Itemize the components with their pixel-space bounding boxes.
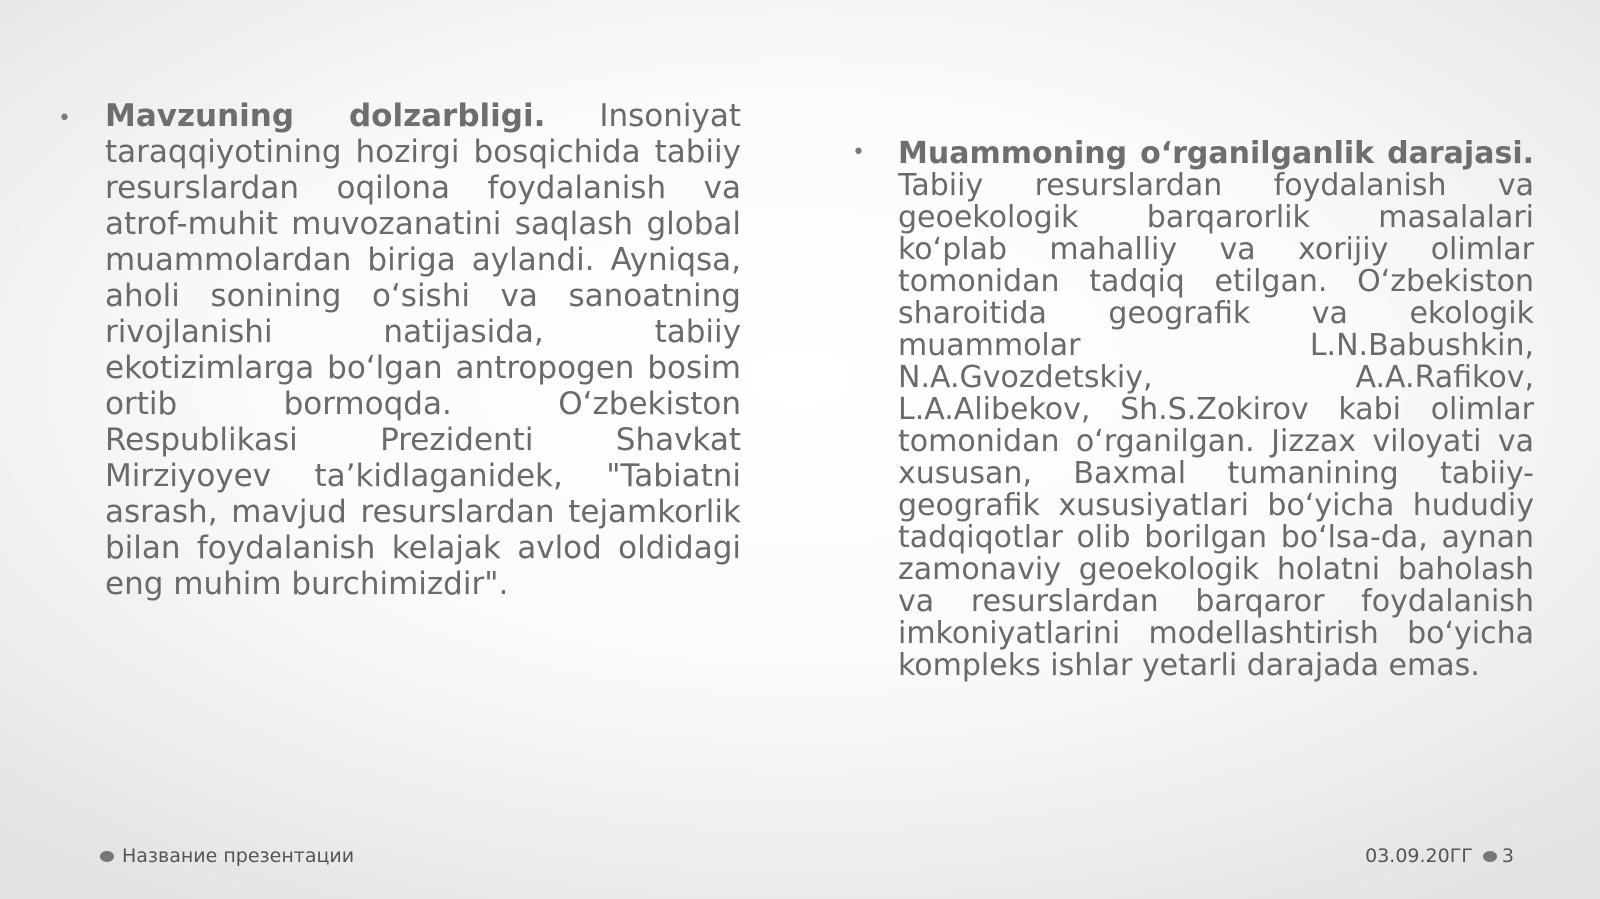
page-number: 3 — [1501, 845, 1514, 867]
footer-right — [1365, 845, 1514, 867]
right-text-block — [898, 138, 1534, 682]
left-heading: Mavzuning dolzarbligi. — [105, 98, 546, 134]
presentation-name: Название презентации — [122, 845, 355, 867]
left-body-text: Insoniyat taraqqiyotining hozirgi bosqichida tabiiy resurslardan oqilona foydalanish va atrof-muhit muvozanatini saqlash global muammolardan biriga aylandi. Ayniqsa, aholi sonining oʻsishi va sanoatning rivojlanishi natijasida, tabiiy ekotizimlarga boʻlgan antropogen bosim ortib bormoqda. Oʻzbekiston Respublikasi Prezidenti Shavkat Mirziyoyev taʼkidlaganidek, "Tabiatni asrash, mavjud resurslardan tejamkorlik bilan foydalanish kelajak avlod oldidagi eng muhim burchimizdir". — [105, 98, 742, 602]
page-dot-icon — [1483, 851, 1497, 862]
left-text-block — [105, 98, 741, 602]
right-heading: Muammoning oʻrganilganlik darajasi. — [898, 136, 1534, 171]
right-body-text: Tabiiy resurslardan foydalanish va geoekologik barqarorlik masalalari koʻplab mahalliy va xorijiy olimlar tomonidan tadqiq etilgan. Oʻzbekiston sharoitida geografik va ekologik muammolar L.N.Babushkin, N.A.Gvozdetskiy, A.A.Rafikov, L.A.Alibekov, Sh.S.Zokirov kabi olimlar tomonidan oʻrganilgan. Jizzax viloyati va xususan, Baxmal tumanining tabiiy-geografik xususiyatlari boʻyicha hududiy tadqiqotlar olib borilgan boʻlsa-da, aynan zamonaviy geoekologik holatni baholash va resurslardan barqaror foydalanish imkoniyatlarini modellashtirish boʻyicha kompleks ishlar yetarli darajada emas. — [898, 168, 1534, 683]
bullet-marker-left: • — [58, 106, 71, 131]
footer-left — [100, 845, 354, 867]
bullet-marker-right: • — [852, 140, 865, 165]
footer-dot-icon — [100, 851, 114, 862]
footer-date: 03.09.20ГГ — [1365, 845, 1473, 867]
